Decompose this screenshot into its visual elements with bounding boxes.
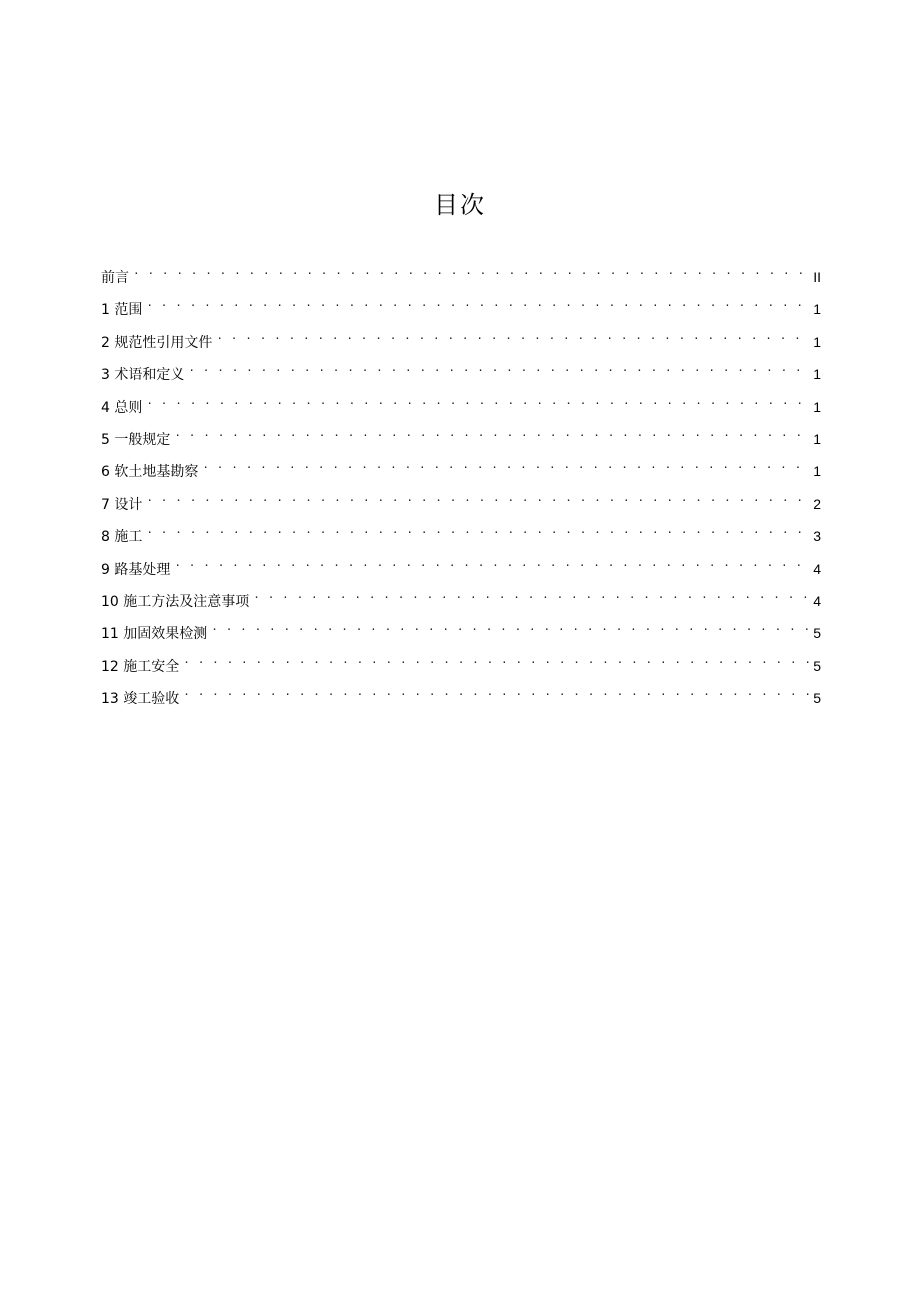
toc-entry[interactable] (101, 422, 821, 454)
toc-entry[interactable] (101, 584, 821, 616)
toc-dot-leader (188, 357, 809, 379)
toc-entry[interactable] (101, 681, 821, 713)
toc-dot-leader (253, 584, 809, 606)
toc-entry[interactable] (101, 616, 821, 648)
toc-entry[interactable] (101, 260, 821, 292)
toc-dot-leader (146, 487, 809, 509)
toc-dot-leader (146, 390, 809, 412)
toc-dot-leader (146, 519, 809, 541)
toc-entry-page: 5 (813, 690, 821, 707)
toc-entry-label: 4 总则 (101, 399, 143, 416)
toc-entry[interactable] (101, 649, 821, 681)
toc-entry-label: 10 施工方法及注意事项 (101, 593, 250, 610)
toc-dot-leader (216, 325, 809, 347)
toc-entry-label: 6 软土地基勘察 (101, 464, 199, 481)
toc-entry-page: 1 (813, 301, 821, 318)
toc-entry-label: 8 施工 (101, 529, 143, 546)
toc-entry[interactable] (101, 519, 821, 551)
toc-entry-page: 1 (813, 333, 821, 350)
toc-entry-page: 1 (813, 398, 821, 415)
page-title: 目次 (434, 191, 486, 219)
toc-dot-leader (174, 422, 809, 444)
toc-entry[interactable] (101, 454, 821, 486)
toc-dot-leader (174, 552, 809, 574)
toc-entry-page: 1 (813, 430, 821, 447)
toc-entry-page: 4 (813, 560, 821, 577)
toc-entry[interactable] (101, 390, 821, 422)
toc-dot-leader (133, 260, 809, 282)
toc-entry-page: 1 (813, 463, 821, 480)
toc-entry-label: 2 规范性引用文件 (101, 334, 213, 351)
toc-dot-leader (202, 454, 809, 476)
toc-entry[interactable] (101, 552, 821, 584)
toc-entry-label: 7 设计 (101, 496, 143, 513)
toc-dot-leader (183, 649, 809, 671)
toc-dot-leader (146, 292, 809, 314)
toc-entry-label: 13 竣工验收 (101, 691, 180, 708)
toc-entry-label: 11 加固效果检测 (101, 626, 208, 643)
toc-entry-page: 2 (813, 495, 821, 512)
toc-dot-leader (211, 616, 809, 638)
toc-entry[interactable] (101, 292, 821, 324)
table-of-contents (101, 260, 821, 713)
toc-entry-page: II (813, 269, 821, 285)
toc-entry-page: 4 (813, 592, 821, 609)
toc-entry-page: 3 (813, 528, 821, 545)
toc-entry-label: 前言 (101, 270, 129, 286)
toc-entry[interactable] (101, 325, 821, 357)
toc-entry-page: 5 (813, 625, 821, 642)
toc-entry-label: 1 范围 (101, 302, 143, 319)
toc-entry-page: 5 (813, 657, 821, 674)
toc-dot-leader (183, 681, 809, 703)
toc-entry-label: 3 术语和定义 (101, 367, 185, 384)
toc-entry-label: 5 一般规定 (101, 431, 171, 448)
toc-entry-page: 1 (813, 366, 821, 383)
toc-entry[interactable] (101, 357, 821, 389)
toc-entry-label: 9 路基处理 (101, 561, 171, 578)
toc-entry-label: 12 施工安全 (101, 658, 180, 675)
toc-entry[interactable] (101, 487, 821, 519)
